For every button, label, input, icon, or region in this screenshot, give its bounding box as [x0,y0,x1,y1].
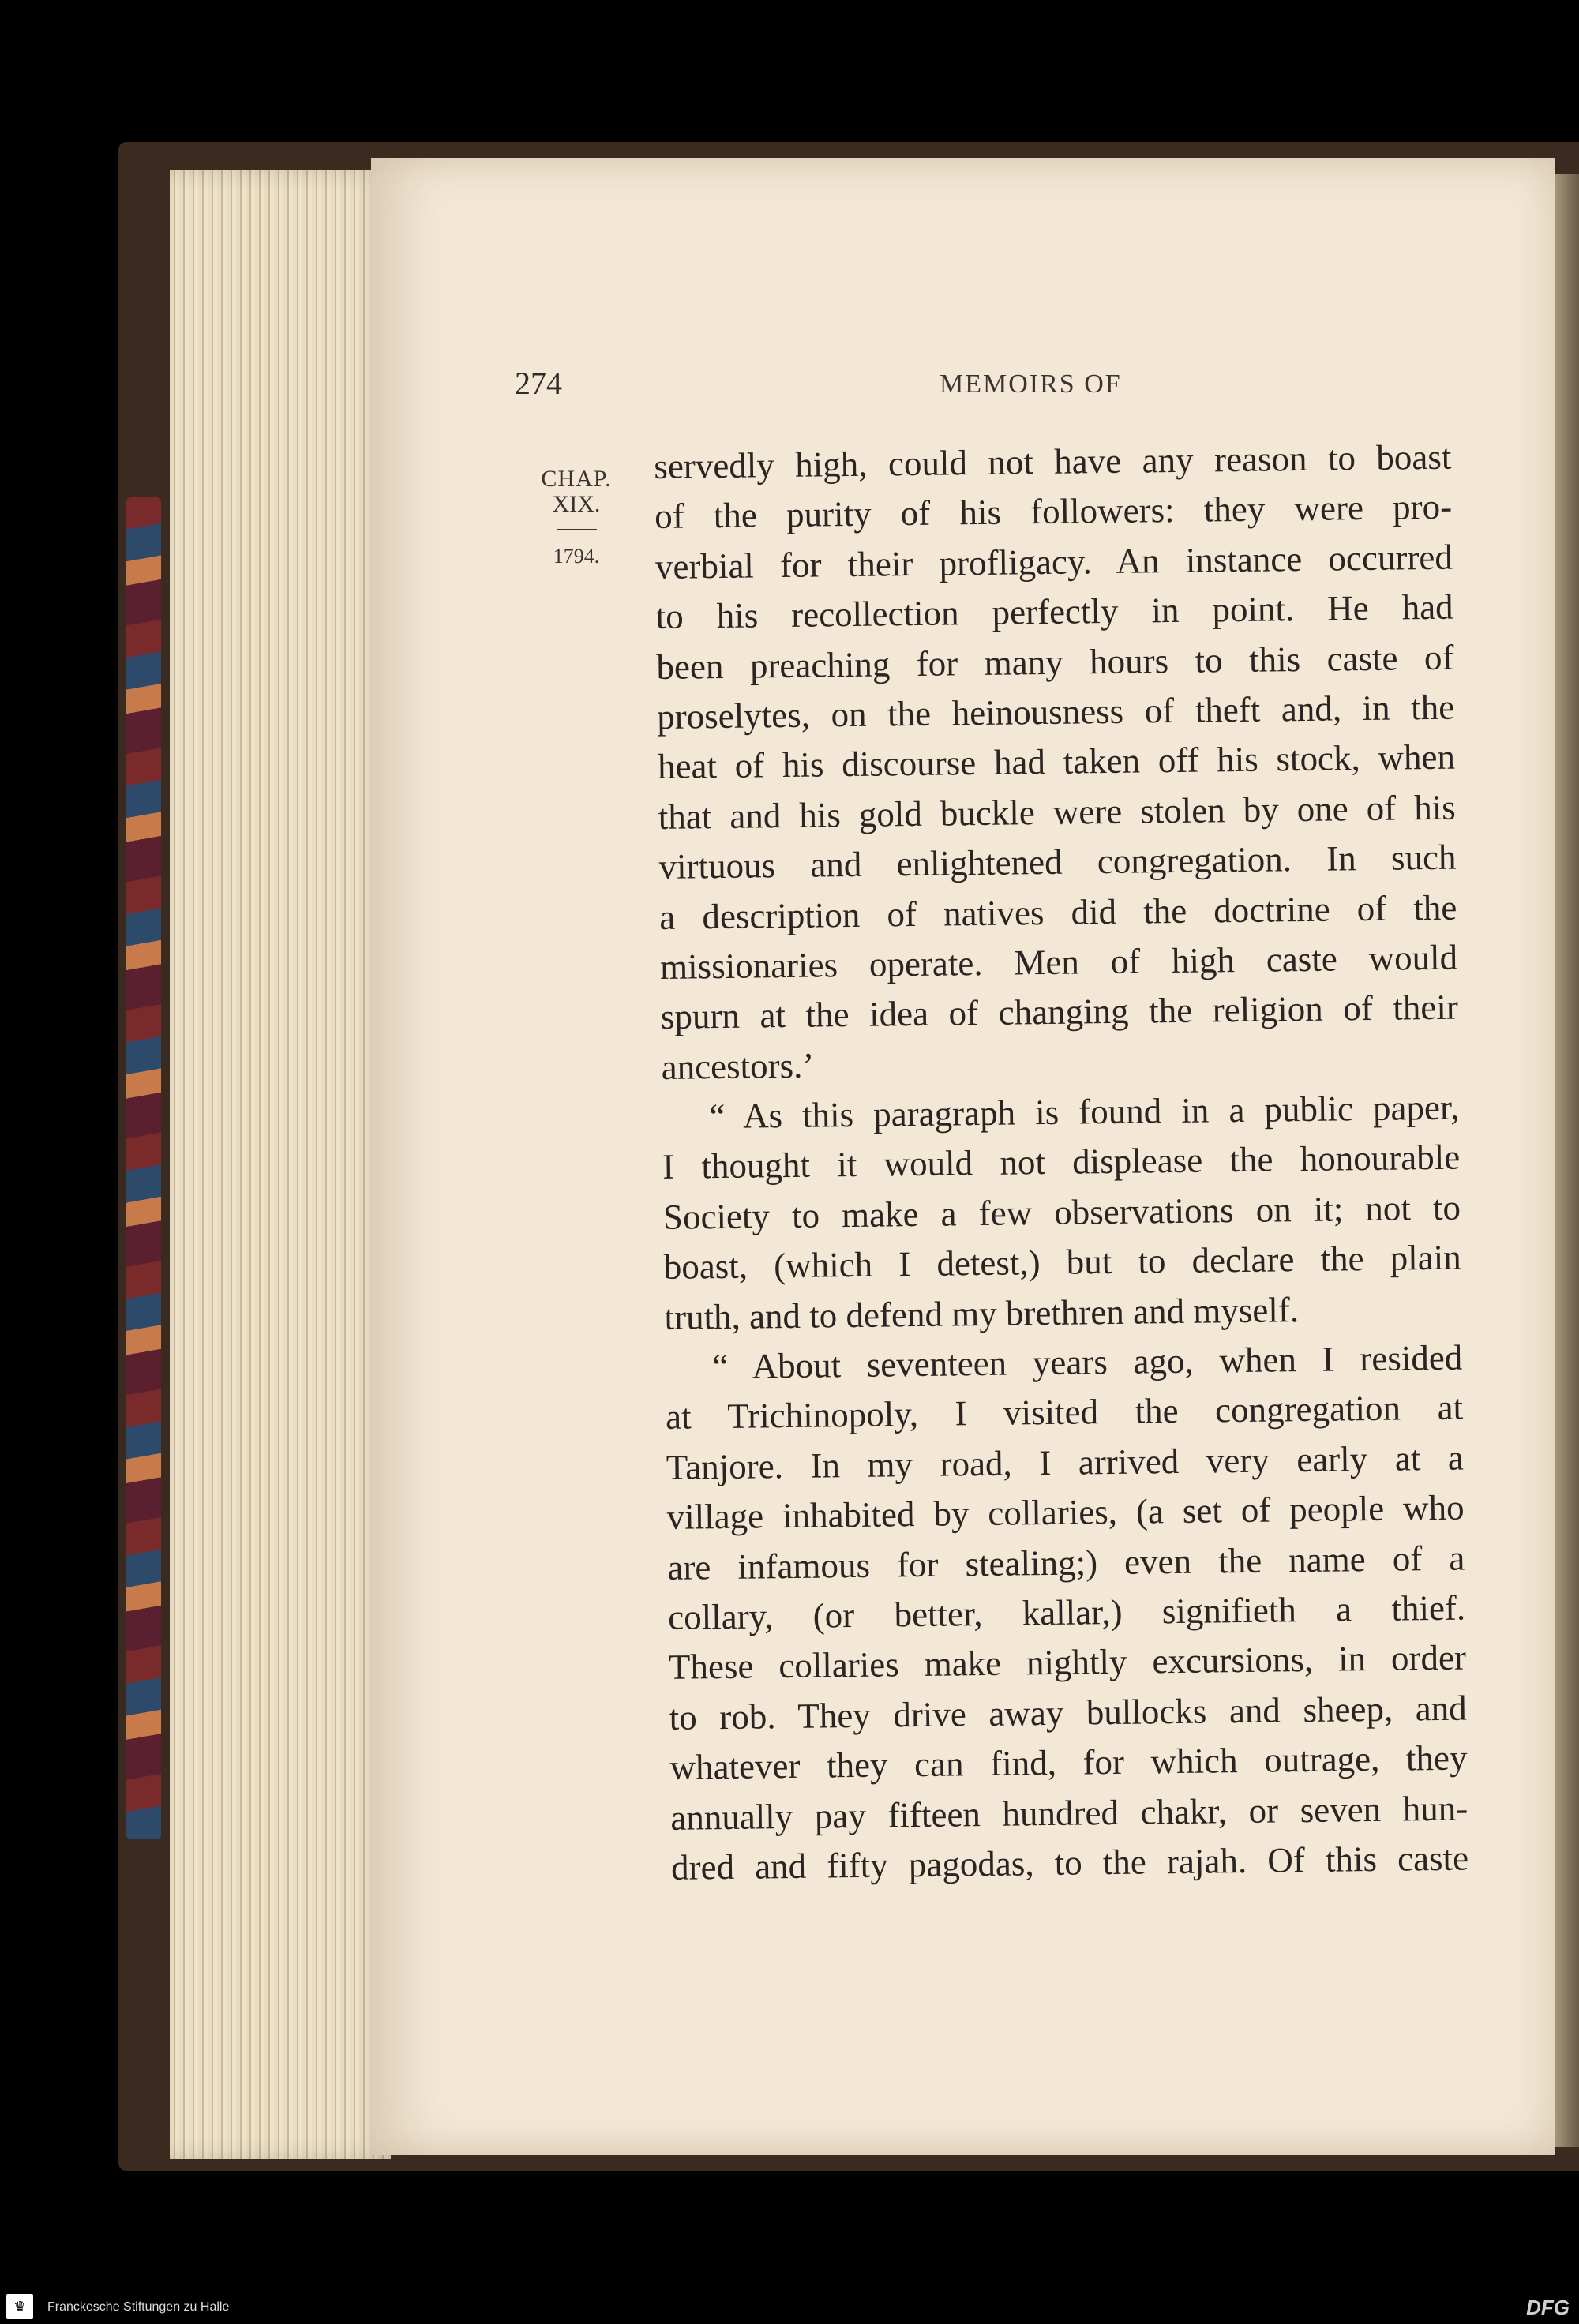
text-line: ancestors.’ [661,1045,815,1087]
text-line: Society to make a few observations on it; not to [662,1187,1461,1237]
text-line: truth, and to defend my brethren and myself. [664,1289,1300,1337]
text-line: proselytes, on the heinousness of theft and, in the [656,687,1455,737]
page-number: 274 [515,365,562,401]
marbled-edge [126,497,161,1839]
text-line: “ About seventeen years ago, when I resided [712,1337,1463,1387]
text-line: whatever they can find, for which outrage, they [669,1737,1468,1788]
institution-name: Franckesche Stiftungen zu Halle [47,2300,230,2314]
text-line: heat of his discourse had taken off his stock, when [657,737,1456,787]
text-line: spurn at the idea of changing the religion of their [660,987,1459,1037]
page-stack-edges [170,170,391,2159]
text-line: missionaries operate. Men of high caste would [659,937,1458,987]
text-line: of the purity of his followers: they were pro- [654,487,1453,537]
margin-chapter-number: XIX. [552,491,601,517]
text-line: virtuous and enlightened congregation. In such [658,837,1457,887]
margin-chapter-label: CHAP. [541,466,612,492]
text-line: at Trichinopoly, I visited the congregation at [665,1387,1464,1438]
text-line: Tanjore. In my road, I arrived very early at a [666,1438,1465,1487]
viewer-footer [0,2289,1579,2324]
text-line: boast, (which I detest,) but to declare the plain [663,1237,1461,1288]
text-line: servedly high, could not have any reason to boast [654,437,1452,486]
text-line: I thought it would not displease the honourable [662,1138,1461,1187]
institution-logo-icon: ♛ [6,2294,33,2319]
text-line: to rob. They drive away bullocks and sheep, and [669,1688,1467,1737]
dfg-logo: DFG [1526,2296,1570,2319]
text-line: verbial for their profligacy. An instance occurred [654,537,1453,587]
text-line: been preaching for many hours to this caste of [656,637,1454,687]
text-line: “ As this paragraph is found in a public paper, [709,1087,1460,1137]
text-line: a description of natives did the doctrine of the [659,887,1457,937]
text-line: annually pay fifteen hundred chakr, or seven hun- [669,1788,1468,1838]
text-line: collary, (or better, kallar,) signifieth a thief. [667,1587,1466,1637]
body-text [654,433,1468,1894]
text-line: that and his gold buckle were stolen by one of his [658,787,1457,837]
margin-rule [557,529,597,530]
margin-year: 1794. [553,545,600,568]
text-line: are infamous for stealing;) even the name of a [667,1538,1465,1587]
running-title: MEMOIRS OF [940,369,1122,399]
text-line: dred and fifty pagodas, to the rajah. Of this caste [670,1838,1469,1887]
text-line: village inhabited by collaries, (a set of people who [666,1487,1465,1538]
text-line: to his recollection perfectly in point. He had [655,587,1453,637]
text-line: These collaries make nightly excursions, in order [668,1637,1467,1688]
